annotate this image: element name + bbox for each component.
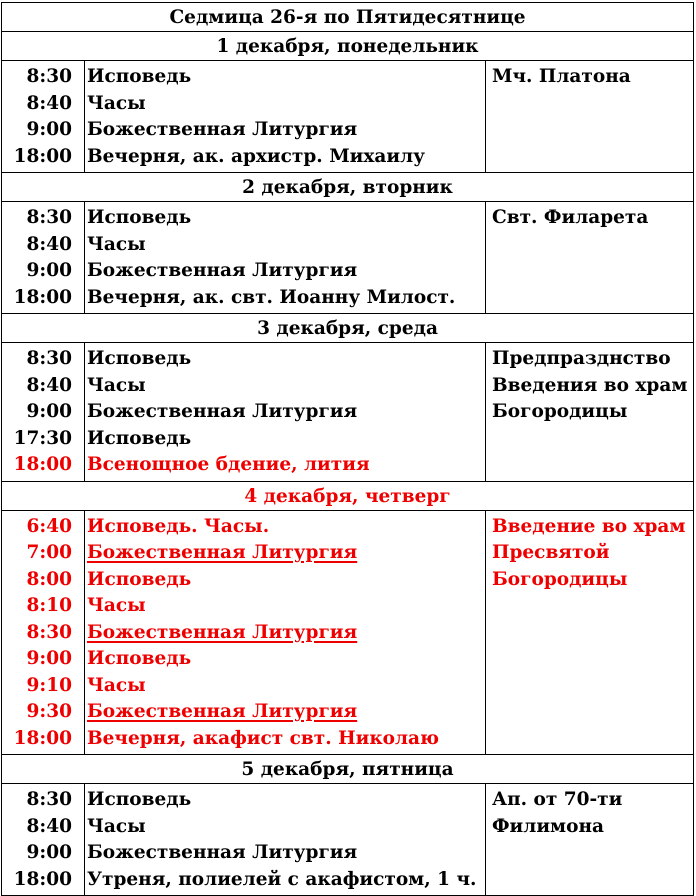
service-name-text: Исповедь <box>87 789 192 810</box>
day-services-row <box>2 510 694 755</box>
service-time: 8:30 <box>26 207 72 228</box>
service-name-text: Исповедь <box>87 427 192 449</box>
schedule-table <box>1 2 694 896</box>
service-names <box>85 784 486 896</box>
day-services-row <box>2 784 694 896</box>
feast-cell <box>486 343 694 482</box>
service-name-text: Божественная Литургия <box>87 621 358 643</box>
service-name-text: Вечерня, акафист свт. Николаю <box>87 727 440 749</box>
week-title: Седмица 26-я по Пятидесятнице <box>2 3 694 32</box>
service-time: 8:30 <box>26 348 72 369</box>
day-header-row <box>2 173 694 202</box>
service-name <box>85 346 485 373</box>
service-name-text: Вечерня, ак. архистр. Михаилу <box>87 145 426 167</box>
service-name <box>85 258 485 285</box>
service-name-text: Утреня, полиелей с акафистом, 1 ч. <box>87 868 477 890</box>
service-name <box>85 232 485 259</box>
service-name <box>85 620 485 647</box>
service-times <box>2 61 85 173</box>
service-name-text: Часы <box>87 374 146 396</box>
feast-line: Свт. Филарета <box>492 207 649 228</box>
service-time: 8:30 <box>26 66 72 87</box>
day-header-row <box>2 314 694 343</box>
service-name-text: Исповедь <box>87 648 192 669</box>
service-name <box>85 867 485 894</box>
day-header: 4 декабря, четверг <box>2 481 694 510</box>
service-name <box>85 673 485 700</box>
service-name-text: Божественная Литургия <box>87 119 358 140</box>
service-time: 6:40 <box>26 515 72 537</box>
day-header-row <box>2 481 694 510</box>
service-names <box>85 343 486 482</box>
service-name <box>85 285 485 312</box>
service-name <box>85 205 485 232</box>
service-name <box>85 726 485 753</box>
service-time: 9:00 <box>26 648 72 669</box>
day-header: 2 декабря, вторник <box>2 173 694 202</box>
feast-cell <box>486 202 694 314</box>
service-name-text: Всенощное бдение, лития <box>87 454 370 475</box>
service-name <box>85 814 485 841</box>
service-time: 9:10 <box>26 674 72 696</box>
service-time: 7:00 <box>26 542 72 563</box>
service-name <box>85 399 485 426</box>
service-names <box>85 510 486 755</box>
service-times <box>2 202 85 314</box>
feast-cell <box>486 61 694 173</box>
feast-line: Введение во храм <box>492 515 686 537</box>
service-name <box>85 787 485 814</box>
day-header-row <box>2 755 694 784</box>
service-name <box>85 373 485 400</box>
service-time: 8:30 <box>26 621 72 643</box>
day-header: 3 декабря, среда <box>2 314 694 343</box>
service-time: 8:40 <box>26 374 72 396</box>
service-name-text: Исповедь <box>87 568 192 590</box>
service-name-text: Божественная Литургия <box>87 701 358 722</box>
service-times <box>2 784 85 896</box>
feast-line: Введения во храм <box>492 374 688 396</box>
day-services-row <box>2 343 694 482</box>
feast-line: Мч. Платона <box>492 66 631 87</box>
service-time: 8:30 <box>26 789 72 810</box>
service-name <box>85 514 485 541</box>
week-title-row <box>2 3 694 32</box>
service-name <box>85 117 485 144</box>
service-name <box>85 452 485 479</box>
service-time: 18:00 <box>13 145 72 167</box>
service-name <box>85 699 485 726</box>
service-time: 18:00 <box>13 286 72 308</box>
service-name-text: Исповедь <box>87 207 192 228</box>
service-time: 8:40 <box>26 815 72 837</box>
day-header-row <box>2 32 694 61</box>
service-name <box>85 840 485 867</box>
feast-cell <box>486 784 694 896</box>
service-name <box>85 91 485 118</box>
service-time: 9:00 <box>26 260 72 281</box>
service-name <box>85 144 485 171</box>
feast-line: Богородицы <box>492 568 628 590</box>
feast-line: Богородицы <box>492 401 628 422</box>
service-name-text: Исповедь. Часы. <box>87 515 270 537</box>
service-time: 9:00 <box>26 119 72 140</box>
day-header: 1 декабря, понедельник <box>2 32 694 61</box>
feast-line: Филимона <box>492 815 604 837</box>
service-time: 8:10 <box>26 595 72 616</box>
service-times <box>2 510 85 755</box>
service-time: 8:40 <box>26 233 72 255</box>
day-header: 5 декабря, пятница <box>2 755 694 784</box>
service-name-text: Часы <box>87 815 146 837</box>
service-name <box>85 593 485 620</box>
service-name <box>85 64 485 91</box>
service-name-text: Вечерня, ак. свт. Иоанну Милост. <box>87 286 456 308</box>
schedule-body <box>2 3 694 896</box>
service-name <box>85 567 485 594</box>
service-time: 18:00 <box>13 868 72 890</box>
service-time: 9:00 <box>26 401 72 422</box>
service-name <box>85 540 485 567</box>
service-time: 9:00 <box>26 842 72 863</box>
feast-line: Предпразднство <box>492 348 671 369</box>
service-name-text: Часы <box>87 674 146 696</box>
service-time: 17:30 <box>13 427 72 449</box>
feast-line: Ап. от 70-ти <box>492 789 623 810</box>
service-time: 8:40 <box>26 92 72 114</box>
service-time: 18:00 <box>13 454 72 475</box>
day-services-row <box>2 61 694 173</box>
service-name-text: Божественная Литургия <box>87 842 358 863</box>
service-name-text: Часы <box>87 233 146 255</box>
feast-line: Пресвятой <box>492 542 610 563</box>
service-time: 8:00 <box>26 568 72 590</box>
service-name <box>85 646 485 673</box>
service-name-text: Божественная Литургия <box>87 401 358 422</box>
service-names <box>85 61 486 173</box>
service-times <box>2 343 85 482</box>
service-name-text: Исповедь <box>87 66 192 87</box>
service-time: 18:00 <box>13 727 72 749</box>
service-time: 9:30 <box>26 701 72 722</box>
service-name-text: Часы <box>87 92 146 114</box>
service-name-text: Божественная Литургия <box>87 542 358 563</box>
day-services-row <box>2 202 694 314</box>
service-name-text: Исповедь <box>87 348 192 369</box>
service-name-text: Часы <box>87 595 146 616</box>
service-names <box>85 202 486 314</box>
service-name <box>85 426 485 453</box>
feast-cell <box>486 510 694 755</box>
service-name-text: Божественная Литургия <box>87 260 358 281</box>
